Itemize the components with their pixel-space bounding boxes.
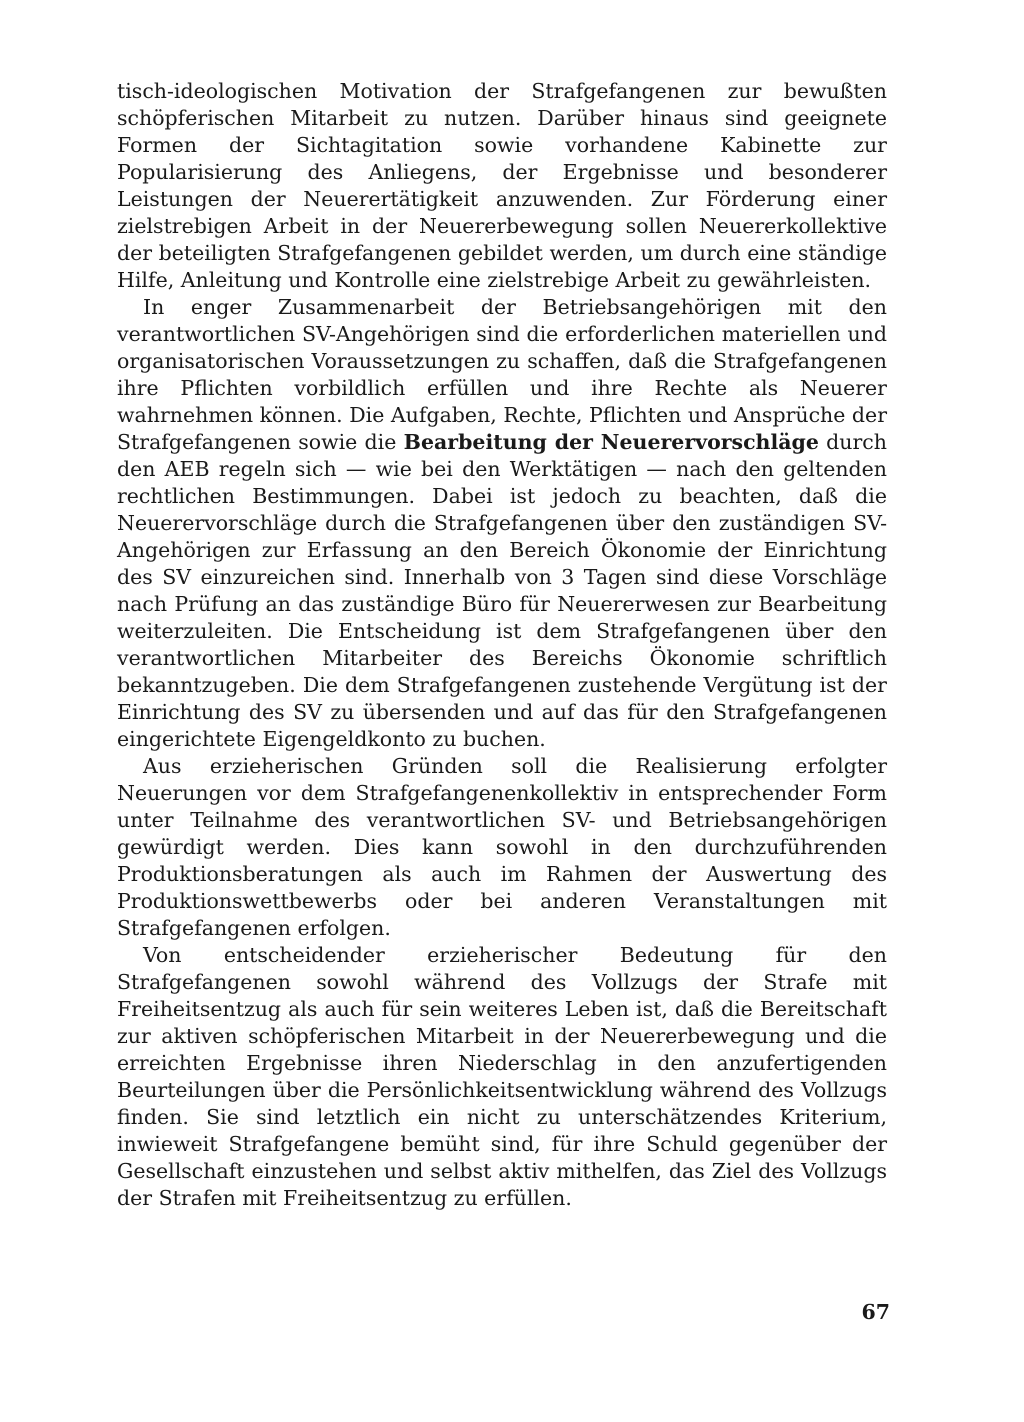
paragraph-2-bold-term: Bearbeitung der Neuerervorschläge [403,430,819,454]
paragraph-3-text: Aus erzieherischen Gründen soll die Realisierung erfolgter Neuerungen vor dem Strafgefangenenkollektiv in entsprechender Form unter Teilnahme des verantwortlichen SV- und Betriebsangehörigen gewürdigt werden. Dies kann sowohl in den durchzuführenden Produktionsberatungen als auch im Rahmen der Auswertung des Produktionswettbewerbs oder bei anderen Veranstaltungen mit Strafgefangenen erfolgen. [117,754,887,940]
paragraph-4 [117,942,887,1212]
paragraph-1 [117,78,887,294]
page-number: 67 [861,1300,890,1324]
paragraph-3 [117,753,887,942]
paragraph-2-text-b: durch den AEB regeln sich — wie bei den Werktätigen — nach den geltenden rechtlichen Bestimmungen. Dabei ist jedoch zu beachten, daß die Neuerervorschläge durch die Strafgefangenen über den zuständigen SV-Angehörigen zur Erfassung an den Bereich Ökonomie der Einrichtung des SV einzureichen sind. Innerhalb von 3 Tagen sind diese Vorschläge nach Prüfung an das zuständige Büro für Neuererwesen zur Bearbeitung weiterzuleiten. Die Entscheidung ist dem Strafgefangenen über den verantwortlichen Mitarbeiter des Bereichs Ökonomie schriftlich bekanntzugeben. Die dem Strafgefangenen zustehende Vergütung ist der Einrichtung des SV zu übersenden und auf das für den Strafgefangenen eingerichtete Eigengeldkonto zu buchen. [117,430,887,751]
paragraph-1-text: tisch-ideologischen Motivation der Strafgefangenen zur bewußten schöpferischen Mitarbeit zu nutzen. Darüber hinaus sind geeignete Formen der Sichtagitation sowie vorhandene Kabinette zur Popularisierung des Anliegens, der Ergebnisse und besonderer Leistungen der Neuerertätigkeit anzuwenden. Zur Förderung einer zielstrebigen Arbeit in der Neuererbewegung sollen Neuererkollektive der beteiligten Strafgefangenen gebildet werden, um durch eine ständige Hilfe, Anleitung und Kontrolle eine zielstrebige Arbeit zu gewährleisten. [117,79,887,292]
paragraph-2-text-a: In enger Zusammenarbeit der Betriebsangehörigen mit den verantwortlichen SV-Angehörigen sind die erforderlichen materiellen und organisatorischen Voraussetzungen zu schaffen, daß die Strafgefangenen ihre Pflichten vorbildlich erfüllen und ihre Rechte als Neuerer wahrnehmen können. Die Aufgaben, Rechte, Pflichten und Ansprüche der Strafgefangenen sowie die [117,295,887,454]
paragraph-4-text: Von entscheidender erzieherischer Bedeutung für den Strafgefangenen sowohl während des Vollzugs der Strafe mit Freiheitsentzug als auch für sein weiteres Leben ist, daß die Bereitschaft zur aktiven schöpferischen Mitarbeit in der Neuererbewegung und die erreichten Ergebnisse ihren Niederschlag in den anzufertigenden Beurteilungen über die Persönlichkeitsentwicklung während des Vollzugs finden. Sie sind letztlich ein nicht zu unterschätzendes Kriterium, inwieweit Strafgefangene bemüht sind, für ihre Schuld gegenüber der Gesellschaft einzustehen und selbst aktiv mithelfen, das Ziel des Vollzugs der Strafen mit Freiheitsentzug zu erfüllen. [117,943,887,1210]
document-body [117,78,887,1212]
paragraph-2 [117,294,887,753]
